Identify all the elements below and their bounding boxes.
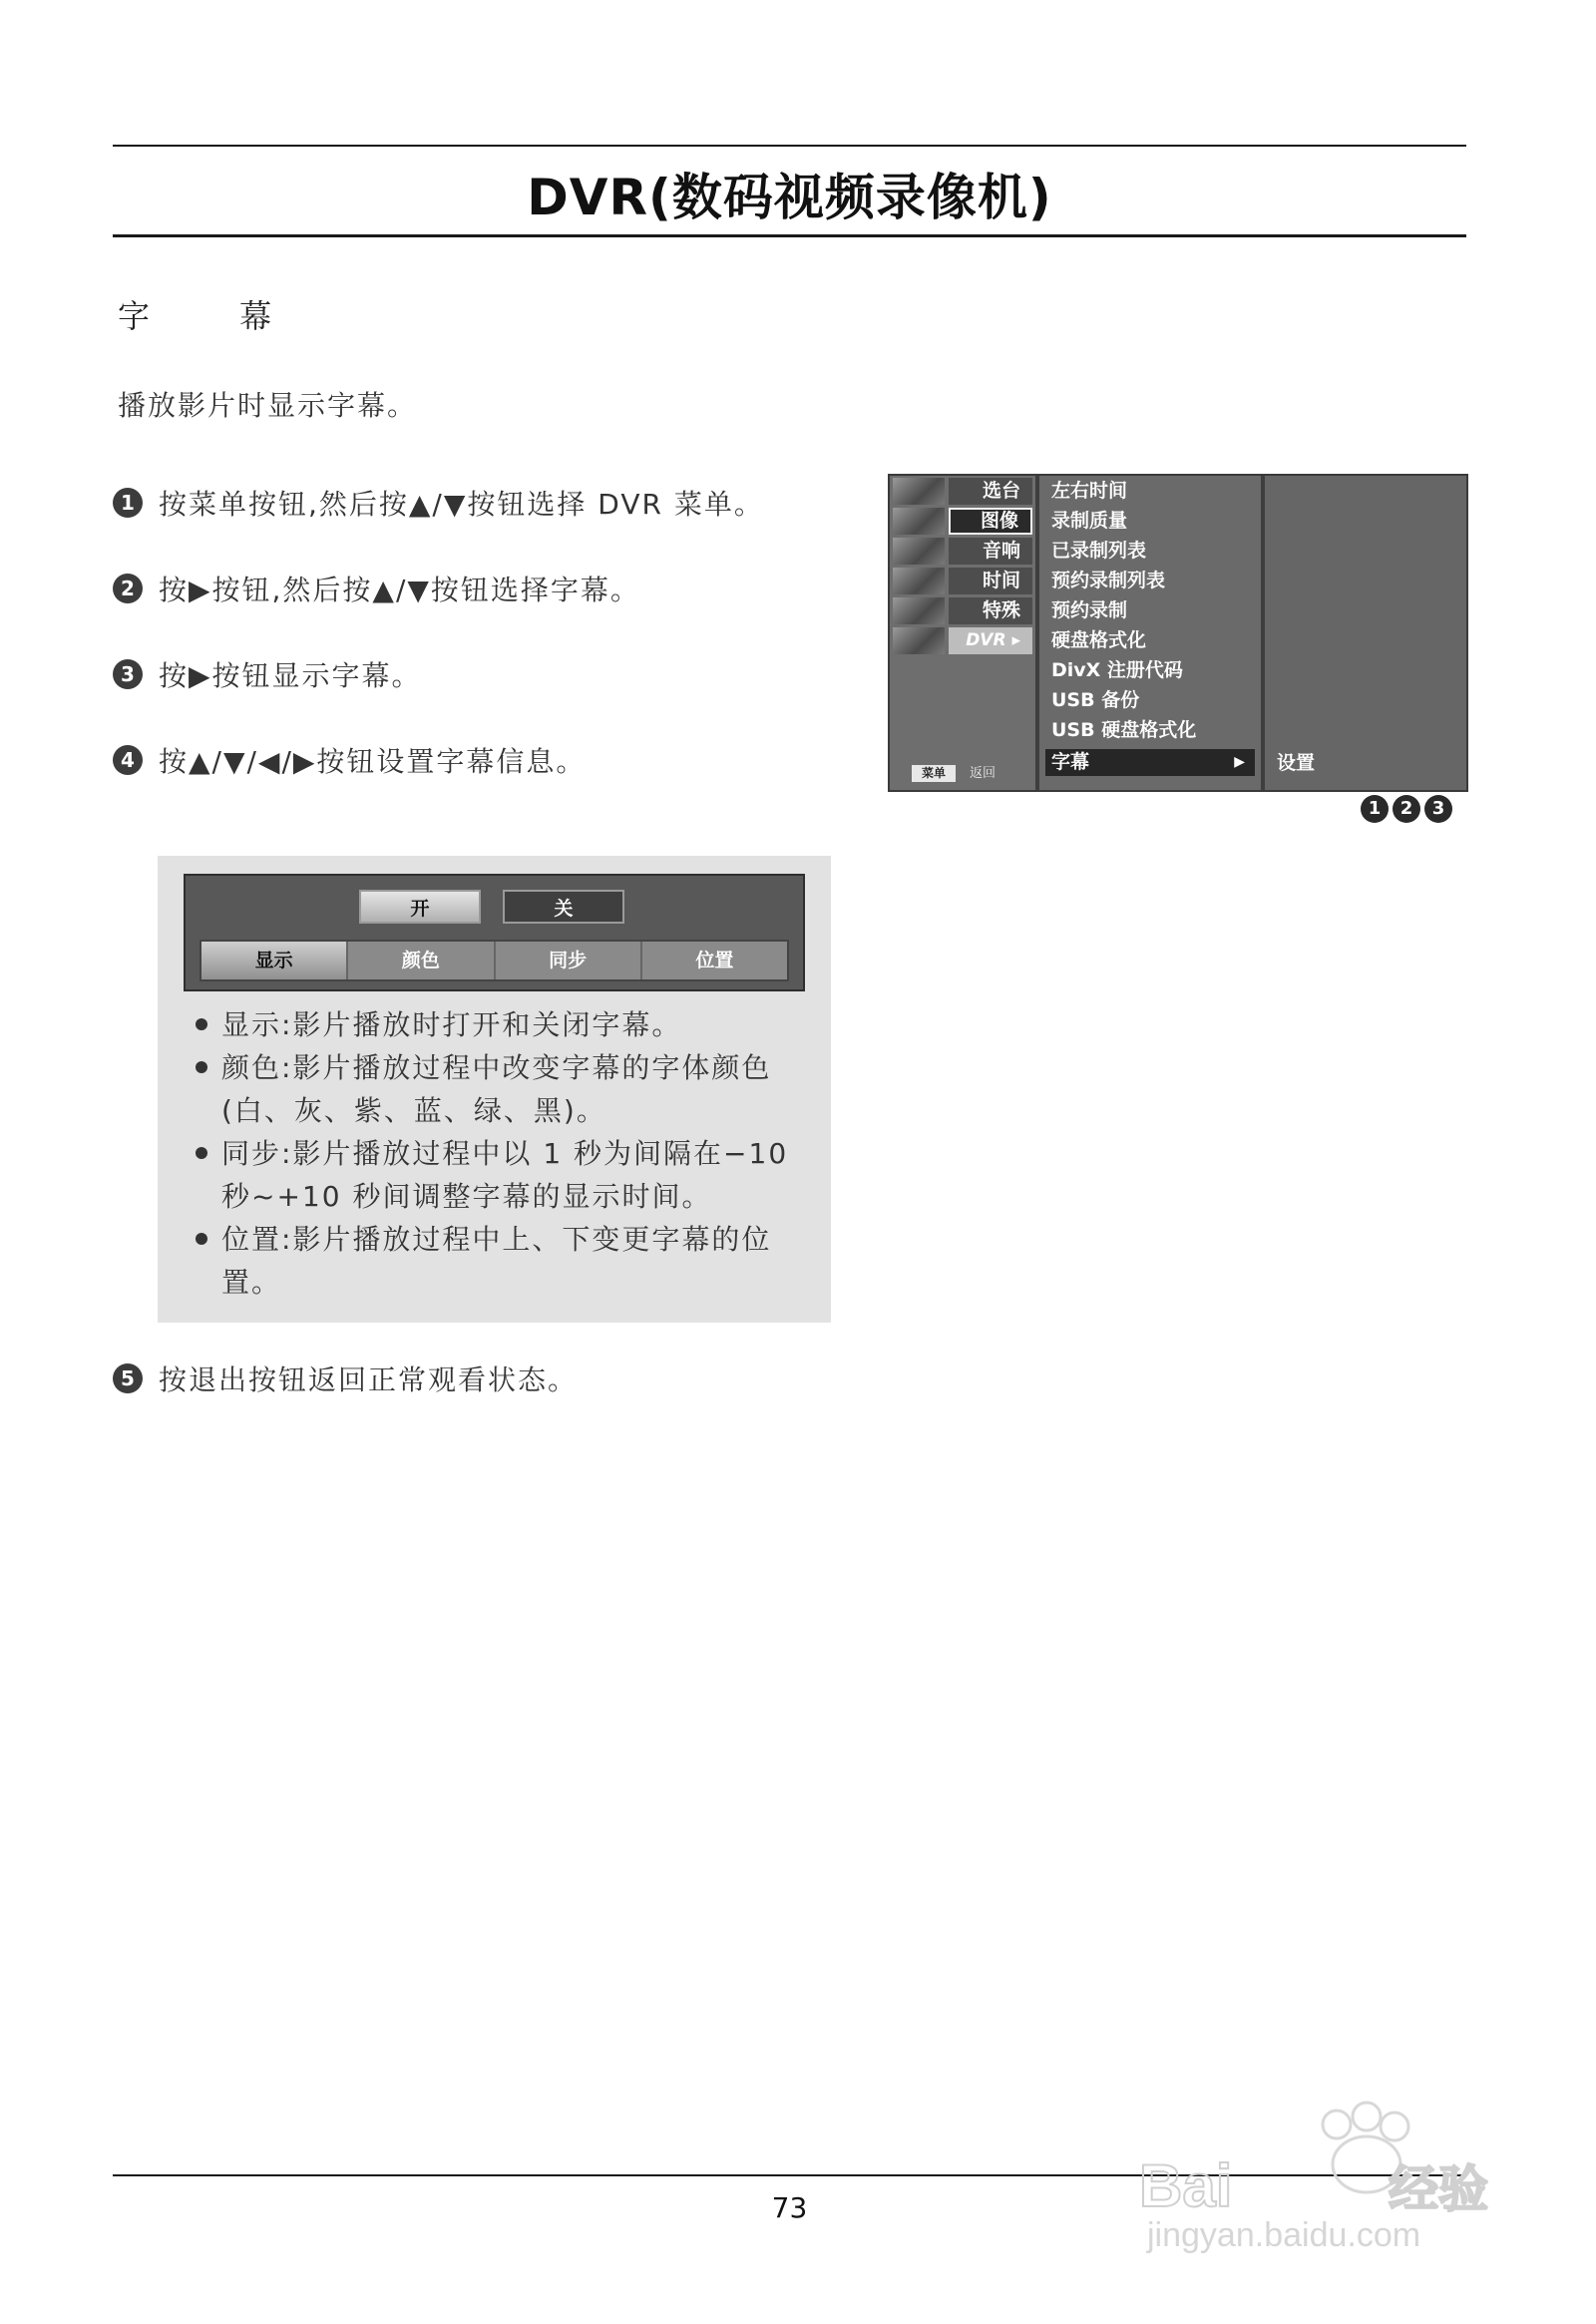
subtitle-notes — [192, 1003, 810, 1304]
menu-category-column — [890, 476, 1039, 790]
menu-option[interactable]: 预约录制列表 — [1051, 570, 1166, 591]
step-number: 5 — [113, 1363, 143, 1393]
category-label: 时间 — [949, 568, 1032, 594]
note-text: 颜色:影片播放过程中改变字幕的字体颜色(白、灰、紫、蓝、绿、黑)。 — [221, 1051, 772, 1127]
svg-text:jingyan.baidu.com: jingyan.baidu.com — [1147, 2216, 1421, 2254]
note-text: 位置:影片播放过程中上、下变更字幕的位置。 — [221, 1223, 772, 1299]
step-number: 2 — [113, 574, 143, 603]
step-text: 按▶按钮显示字幕。 — [159, 659, 422, 692]
category-label: 音响 — [949, 538, 1032, 565]
tab-position[interactable]: 位置 — [695, 950, 734, 971]
svg-text:Bai: Bai — [1139, 2152, 1233, 2219]
step-3 — [113, 654, 422, 694]
subtitle-off-button[interactable]: 关 — [503, 890, 624, 924]
menu-option[interactable]: 硬盘格式化 — [1051, 629, 1147, 651]
category-thumbnail — [893, 508, 945, 535]
intro-text: 播放影片时显示字幕。 — [118, 389, 418, 422]
menu-option[interactable]: 预约录制 — [1051, 599, 1128, 621]
page-title: DVR(数码视频录像机) — [527, 169, 1052, 226]
menu-category-special[interactable] — [893, 597, 1032, 624]
category-thumbnail — [893, 627, 945, 654]
step-2 — [113, 569, 640, 608]
menu-category-picture[interactable] — [893, 508, 1032, 535]
title-underline — [113, 234, 1466, 237]
page-number: 73 — [771, 2191, 808, 2224]
subtitle-tab-bar — [200, 940, 789, 981]
note-item — [192, 1046, 810, 1132]
bullet-icon — [196, 1233, 207, 1245]
category-label: 特殊 — [949, 597, 1032, 624]
step-number: 4 — [113, 745, 143, 775]
note-text: 显示:影片播放时打开和关闭字幕。 — [221, 1008, 682, 1041]
menu-category-channel[interactable] — [893, 478, 1032, 505]
category-label: 图像 — [949, 508, 1032, 535]
note-item — [192, 1003, 810, 1046]
note-text: 同步:影片播放过程中以 1 秒为间隔在−10 秒~+10 秒间调整字幕的显示时间。 — [221, 1137, 789, 1213]
bullet-icon — [196, 1061, 207, 1073]
svg-text:经验: 经验 — [1389, 2160, 1488, 2218]
tab-display[interactable]: 显示 — [201, 942, 348, 979]
menu-step-refs — [1361, 795, 1452, 823]
menu-back-hint: 返回 — [970, 766, 997, 781]
category-thumbnail — [893, 478, 945, 505]
step-number: 1 — [113, 488, 143, 518]
menu-key-badge: 菜单 — [912, 765, 956, 782]
step-text: 按退出按钮返回正常观看状态。 — [159, 1363, 579, 1396]
category-label: DVR ▸ — [949, 627, 1032, 654]
top-rule — [113, 145, 1466, 147]
step-1 — [113, 483, 764, 523]
menu-option[interactable]: DivX 注册代码 — [1051, 659, 1183, 681]
step-number: 3 — [113, 659, 143, 689]
menu-category-dvr[interactable] — [893, 627, 1032, 654]
bullet-icon — [196, 1147, 207, 1159]
menu-option[interactable]: USB 备份 — [1051, 689, 1140, 711]
menu-option-column — [1039, 476, 1265, 790]
tab-sync[interactable]: 同步 — [496, 942, 642, 979]
menu-option-subtitle[interactable] — [1045, 749, 1255, 776]
menu-option[interactable]: 录制质量 — [1051, 510, 1128, 532]
category-label: 选台 — [949, 478, 1032, 505]
category-thumbnail — [893, 568, 945, 594]
step-text: 按菜单按钮,然后按▲/▼按钮选择 DVR 菜单。 — [159, 488, 764, 521]
category-thumbnail — [893, 597, 945, 624]
step-text: 按▶按钮,然后按▲/▼按钮选择字幕。 — [159, 574, 640, 606]
menu-category-time[interactable] — [893, 568, 1032, 594]
step-ref-3: 3 — [1424, 795, 1452, 823]
subtitle-info-panel — [158, 856, 831, 1323]
subtitle-on-button[interactable]: 开 — [359, 890, 481, 924]
menu-option-label: 字幕 — [1051, 751, 1090, 773]
category-thumbnail — [893, 538, 945, 565]
step-text: 按▲/▼/◀/▶按钮设置字幕信息。 — [159, 745, 587, 778]
menu-option[interactable]: 已录制列表 — [1051, 540, 1147, 562]
step-ref-2: 2 — [1393, 795, 1420, 823]
note-item — [192, 1132, 810, 1218]
step-4 — [113, 740, 586, 780]
bullet-icon — [196, 1018, 207, 1030]
menu-setting-column — [1265, 476, 1466, 790]
subtitle-osd — [184, 874, 805, 991]
menu-option[interactable]: USB 硬盘格式化 — [1051, 719, 1197, 741]
note-item — [192, 1218, 810, 1304]
menu-option[interactable]: 左右时间 — [1051, 480, 1128, 502]
right-arrow-icon: ▶ — [1234, 754, 1245, 770]
step-ref-1: 1 — [1361, 795, 1389, 823]
menu-setting-label[interactable]: 设置 — [1277, 752, 1316, 774]
tab-color[interactable]: 颜色 — [348, 942, 495, 979]
section-heading: 字 幕 — [118, 297, 312, 335]
menu-category-audio[interactable] — [893, 538, 1032, 565]
baidu-watermark-logo — [1127, 2095, 1506, 2254]
dvr-menu-screenshot — [888, 474, 1468, 792]
step-5 — [113, 1358, 578, 1398]
